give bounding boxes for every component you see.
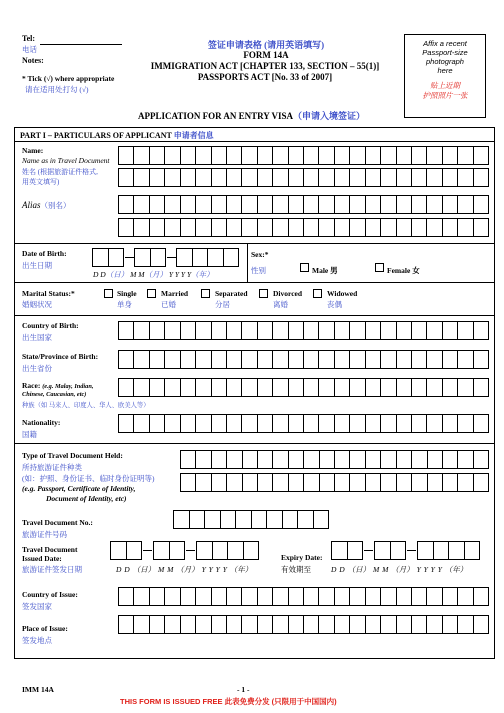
- dob-sep-1: [125, 257, 134, 258]
- marital-widowed-cn: 丧偶: [327, 300, 342, 309]
- country-issue-input[interactable]: [118, 587, 489, 606]
- sex-cn: 性别: [251, 266, 266, 275]
- form-code: IMM 14A: [22, 685, 54, 694]
- marital-single-label: Single: [117, 289, 137, 298]
- travel-doc-type-cn-2: (如：护照、身份证书、临时身份证明等): [22, 474, 155, 483]
- race-cn: 种族（如 马来人、印度人、华人、欧美人等）: [22, 402, 150, 409]
- dob-sex-divider: [247, 243, 248, 282]
- marital-married-cn: 已婚: [161, 300, 176, 309]
- issued-date-format: D D （日） M M （月） Y Y Y Y （年）: [116, 565, 253, 574]
- travel-doc-type-input-1[interactable]: [180, 450, 489, 469]
- issued-sep-1: [143, 550, 152, 551]
- issued-date-label-2: Issued Date:: [22, 554, 62, 563]
- sex-male-checkbox[interactable]: [300, 263, 309, 272]
- tick-note: * Tick (√) where appropriate: [22, 74, 115, 83]
- photo-instruction-cn-2: 护照照片一张: [422, 91, 468, 100]
- dob-month[interactable]: [134, 248, 166, 267]
- state-birth-input[interactable]: [118, 350, 489, 369]
- sex-female-label: Female 女: [387, 266, 420, 275]
- dob-sep-2: [167, 257, 176, 258]
- country-issue-cn: 签发国家: [22, 602, 52, 611]
- marital-married-checkbox[interactable]: [147, 289, 156, 298]
- act-line-1: IMMIGRATION ACT [CHAPTER 133, SECTION – 55(1)]: [150, 61, 380, 71]
- marital-widowed-checkbox[interactable]: [313, 289, 322, 298]
- race-input[interactable]: [118, 378, 489, 397]
- state-birth-label: State/Province of Birth:: [22, 352, 99, 361]
- marital-married-label: Married: [161, 289, 189, 298]
- divider-marital: [14, 315, 495, 316]
- travel-doc-type-label: Type of Travel Document Held:: [22, 451, 123, 460]
- country-issue-label: Country of Issue:: [22, 590, 78, 599]
- expiry-sep-2: [407, 550, 416, 551]
- dob-year[interactable]: [176, 248, 239, 267]
- form-number: FORM 14A: [243, 50, 289, 60]
- divider-nationality: [14, 443, 495, 444]
- travel-doc-no-input[interactable]: [173, 510, 329, 529]
- tick-note-cn: 请在适用处打勾 (√): [25, 85, 89, 94]
- nationality-label: Nationality:: [22, 418, 61, 427]
- race-hint-2: Chinese, Caucasian, etc): [22, 391, 87, 398]
- marital-divorced-cn: 离婚: [273, 300, 288, 309]
- marital-separated-label: Separated: [215, 289, 248, 298]
- marital-divorced-checkbox[interactable]: [259, 289, 268, 298]
- page-number: - 1 -: [237, 685, 250, 694]
- expiry-sep-1: [364, 550, 373, 551]
- travel-doc-type-input-2[interactable]: [180, 473, 489, 492]
- alias-label: Alias（别名）: [22, 200, 71, 210]
- application-title: APPLICATION FOR AN ENTRY VISA（申请入境签证）: [138, 111, 366, 121]
- country-birth-label: Country of Birth:: [22, 321, 79, 330]
- marital-single-checkbox[interactable]: [104, 289, 113, 298]
- place-issue-label: Place of Issue:: [22, 624, 68, 633]
- name-label: Name:: [22, 146, 44, 155]
- name-cn-1: 姓名 (根据旅游证件格式,: [22, 168, 98, 176]
- dob-cn: 出生日期: [22, 261, 52, 270]
- sex-male-label: Male 男: [312, 266, 338, 275]
- photo-instruction-1: Affix a recent: [423, 39, 467, 48]
- travel-doc-no-cn: 旅游证件号码: [22, 530, 67, 539]
- issued-date-cn: 旅游证件签发日期: [22, 565, 82, 574]
- expiry-month[interactable]: [374, 541, 406, 560]
- divider-name: [14, 243, 495, 244]
- expiry-date-format: D D （日） M M （月） Y Y Y Y （年）: [331, 565, 468, 574]
- issued-sep-2: [186, 550, 195, 551]
- photo-instruction-3: photograph: [426, 57, 464, 66]
- expiry-day[interactable]: [331, 541, 363, 560]
- act-line-2: PASSPORTS ACT [No. 33 of 2007]: [197, 72, 333, 82]
- marital-separated-checkbox[interactable]: [201, 289, 210, 298]
- name-input-row-1[interactable]: [118, 146, 489, 165]
- travel-doc-type-hint-2: Document of Identity, etc): [46, 494, 127, 503]
- name-sublabel: Name as in Travel Document: [22, 156, 110, 165]
- photo-box[interactable]: [404, 34, 486, 118]
- dob-day[interactable]: [92, 248, 124, 267]
- travel-doc-type-hint-1: (e.g. Passport, Certificate of Identity,: [22, 484, 136, 493]
- travel-doc-no-label: Travel Document No.:: [22, 518, 93, 527]
- notes-label: Notes:: [22, 56, 44, 65]
- part1-divider: [14, 141, 495, 142]
- marital-widowed-label: Widowed: [327, 289, 358, 298]
- free-notice: THIS FORM IS ISSUED FREE 此表免费分发 (只限用于中国国内): [120, 697, 337, 706]
- marital-divorced-label: Divorced: [273, 289, 303, 298]
- tel-label: Tel:: [22, 34, 36, 43]
- expiry-year[interactable]: [417, 541, 480, 560]
- tel-cn: 电话: [22, 45, 37, 54]
- marital-label: Marital Status:*: [22, 289, 75, 298]
- marital-single-cn: 单身: [117, 300, 132, 309]
- photo-instruction-2: Passport-size: [422, 48, 468, 57]
- marital-separated-cn: 分居: [215, 300, 230, 309]
- marital-cn: 婚姻状况: [22, 300, 52, 309]
- name-input-row-2[interactable]: [118, 168, 489, 187]
- issued-day[interactable]: [110, 541, 142, 560]
- country-birth-cn: 出生国家: [22, 333, 52, 342]
- dob-label: Date of Birth:: [22, 249, 67, 258]
- alias-input-row-2[interactable]: [118, 218, 489, 237]
- race-label-row: Race: (e.g. Malay, Indian,: [22, 381, 94, 390]
- tel-line[interactable]: [40, 44, 122, 45]
- part1-title: PART I – PARTICULARS OF APPLICANT 申请者信息: [20, 131, 214, 140]
- form-title-cn: 签证申请表格 (请用英语填写): [207, 40, 325, 50]
- expiry-date-label: Expiry Date:: [281, 553, 323, 562]
- dob-format: D D（日） M M（月） Y Y Y Y（年）: [93, 270, 214, 279]
- photo-instruction-cn-1: 贴上近期: [430, 81, 460, 90]
- nationality-input[interactable]: [118, 414, 489, 433]
- issued-month[interactable]: [153, 541, 185, 560]
- issued-year[interactable]: [196, 541, 259, 560]
- expiry-date-cn: 有效期至: [281, 565, 311, 574]
- sex-female-checkbox[interactable]: [375, 263, 384, 272]
- nationality-cn: 国籍: [22, 430, 37, 439]
- divider-dob: [14, 282, 495, 283]
- photo-instruction-4: here: [437, 66, 453, 75]
- sex-label: Sex:*: [251, 250, 269, 259]
- alias-input-row-1[interactable]: [118, 195, 489, 214]
- place-issue-cn: 签发地点: [22, 636, 52, 645]
- state-birth-cn: 出生省份: [22, 364, 52, 373]
- place-issue-input[interactable]: [118, 615, 489, 634]
- issued-date-label-1: Travel Document: [22, 545, 78, 554]
- travel-doc-type-cn-1: 所持旅游证件种类: [22, 463, 82, 472]
- country-birth-input[interactable]: [118, 321, 489, 340]
- name-cn-2: 用英文填写): [22, 178, 60, 186]
